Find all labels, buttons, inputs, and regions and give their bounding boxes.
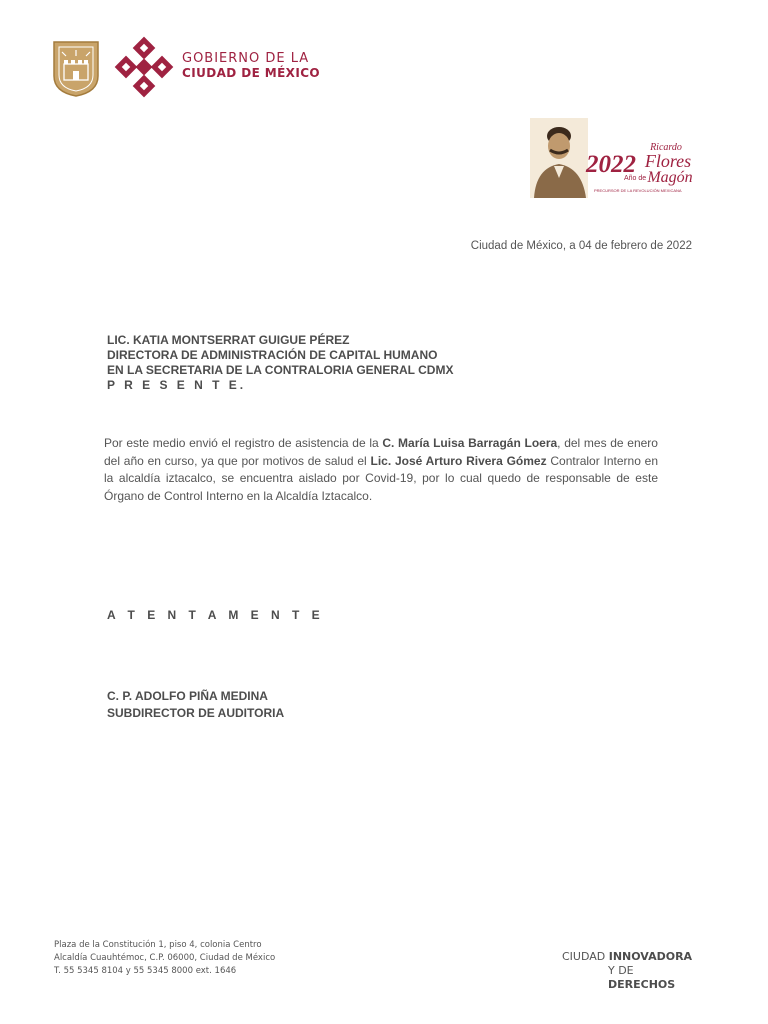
footer-address-line2: Alcaldía Cuauhtémoc, C.P. 06000, Ciudad de México — [54, 953, 276, 963]
footer-address — [54, 939, 275, 978]
slogan-part-b: INNOVADORA — [608, 950, 693, 963]
closing-atentamente: A T E N T A M E N T E — [107, 608, 325, 622]
body-text-part2: , del mes de enero del año en curso, ya que por motivos de salud el — [104, 436, 658, 468]
addressee-organization: EN LA SECRETARIA DE LA CONTRALORIA GENERAL CDMX — [107, 363, 454, 377]
body-text-part3: Contralor Interno en la alcaldía iztacalco, se encuentra aislado por Covid-19, por lo cual quedo de responsable de este Órgano de Control Interno en la Alcaldía Iztacalco. — [104, 453, 658, 503]
footer-phone: T. 55 5345 8104 y 55 5345 8000 ext. 1646 — [54, 966, 237, 976]
cdmx-crest-icon — [52, 40, 100, 98]
addressee-name: LIC. KATIA MONTSERRAT GUIGUE PÉREZ — [107, 333, 350, 347]
year-emblem — [528, 116, 698, 200]
emblem-first-name: Ricardo — [650, 142, 682, 153]
emblem-last-name-1: Flores — [644, 151, 692, 171]
footer-slogan — [562, 950, 704, 991]
slogan-part-c: Y DE — [608, 964, 634, 977]
slogan-part-a: CIUDAD — [562, 950, 609, 963]
government-name-line1: GOBIERNO DE LA — [182, 51, 310, 66]
body-bold-name1: C. María Luisa Barragán Loera — [382, 436, 558, 450]
body-text-part1: Por este medio envió el registro de asistencia de la — [104, 436, 383, 450]
letter-date: Ciudad de México, a 04 de febrero de 2022 — [470, 240, 692, 252]
signer-title: SUBDIRECTOR DE AUDITORIA — [107, 706, 285, 720]
addressee-presente: P R E S E N T E. — [107, 378, 247, 392]
cdmx-logo-icon — [116, 36, 172, 98]
letter-body — [104, 435, 658, 505]
portrait-icon — [530, 118, 588, 198]
body-bold-name2: Lic. José Arturo Rivera Gómez — [370, 453, 547, 468]
footer-address-line1: Plaza de la Constitución 1, piso 4, colonia Centro — [54, 940, 262, 950]
addressee-block — [107, 333, 453, 393]
emblem-last-name-2: Magón — [647, 169, 693, 186]
government-name-line2: CIUDAD DE MÉXICO — [182, 65, 321, 80]
addressee-position: DIRECTORA DE ADMINISTRACIÓN DE CAPITAL HUMANO — [107, 348, 438, 362]
signer-name: C. P. ADOLFO PIÑA MEDINA — [107, 689, 268, 703]
slogan-part-d: DERECHOS — [608, 978, 676, 991]
signer-block — [107, 688, 284, 722]
emblem-subtitle: PRECURSOR DE LA REVOLUCIÓN MEXICANA — [594, 188, 682, 193]
emblem-year: 2022 — [586, 151, 636, 178]
emblem-anio-de: Año de — [624, 175, 647, 182]
government-name — [182, 52, 320, 81]
